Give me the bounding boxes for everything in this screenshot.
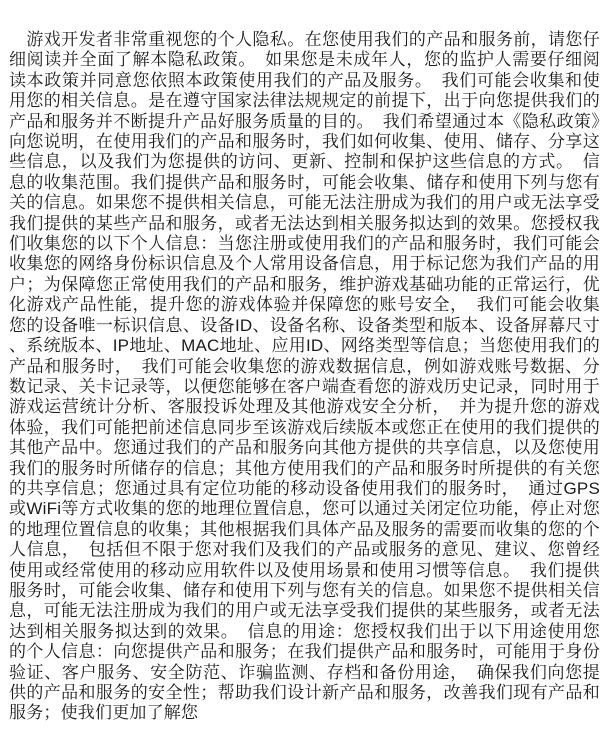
privacy-policy-text: 游戏开发者非常重视您的个人隐私。在您使用我们的产品和服务前，请您仔细阅读并全面了解本隐私政策。 如果您是未成年人，您的监护人需要仔细阅读本政策并同意您依照本政策使用我们的产品及服务。 我们可能会收集和使用您的相关信息。是在遵守国家法律法规规定的前提下，出于向您提供我们的产品和服务并不断提升产品好服务质量的目的。 我们希望通过本《隐私政策》向您说明，在使用我们的产品和服务时，我们如何收集、使用、储存、分享这些信息，以及我们为您提供的访问、更新、控制和保护这些信息的方式。 信息的收集范围。我们提供产品和服务时，可能会收集、储存和使用下列与您有关的信息。如果您不提供相关信息，可能无法注册成为我们的用户或无法享受我们提供的某些产品和服务，或者无法达到相关服务拟达到的效果。您授权我们收集您的以下个人信息：当您注册或使用我们的产品和服务时，我们可能会收集您的网络身份标识信息及个人常用设备信息，用于标记您为我们产品的用户；为保障您正常使用我们的产品和服务，维护游戏基础功能的正常运行，优化游戏产品性能，提升您的游戏体验并保障您的账号安全， 我们可能会收集您的设备唯一标识信息、设备ID、设备名称、设备类型和版本、设备屏幕尺寸、系统版本、IP地址、MAC地址、应用ID、网络类型等信息；当您使用我们的产品和服务时， 我们可能会收集您的游戏数据信息，例如游戏账号数据、分数记录、关卡记录等，以便您能够在客户端查看您的游戏历史记录，同时用于游戏运营统计分析、客服投诉处理及其他游戏安全分析， 并为提升您的游戏体验，我们可能把前述信息同步至该游戏后续版本或您正在使用的我们提供的其他产品中。您通过我们的产品和服务向其他方提供的共享信息，以及您使用我们的服务时所储存的信息；其他方使用我们的产品和服务时所提供的有关您的共享信息；您通过具有定位功能的移动设备使用我们的服务时， 通过GPS或WiFi等方式收集的您的地理位置信息，您可以通过关闭定位功能，停止对您的地理位置信息的收集；其他根据我们具体产品及服务的需要而收集的您的个人信息， 包括但不限于您对我们及我们的产品或服务的意见、建议、您曾经使用或经常使用的移动应用软件以及使用场景和使用习惯等信息。 我们提供服务时，可能会收集、储存和使用下列与您有关的信息。如果您不提供相关信息，可能无法注册成为我们的用户或无法享受我们提供的某些服务，或者无法达到相关服务拟达到的效果。 信息的用途：您授权我们出于以下用途使用您的个人信息：向您提供产品和服务；在我们提供产品和服务时，可能用于身份验证、客户服务、安全防范、诈骗监测、存档和备份用途， 确保我们向您提供的产品和服务的安全性；帮助我们设计新产品和服务，改善我们现有产品和服务；使我们更加了解您 bbox=[9, 30, 600, 723]
